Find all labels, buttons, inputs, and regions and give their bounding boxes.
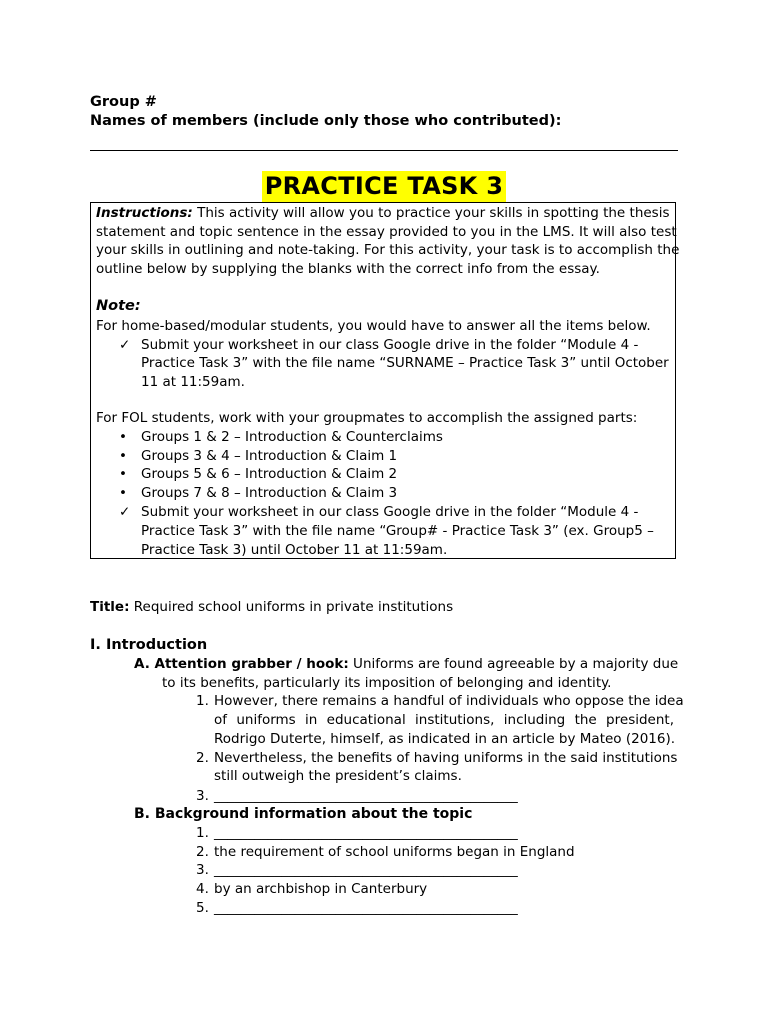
members-names-label: Names of members (include only those who contributed):: [90, 113, 562, 129]
instructions-text-1: This activity will allow you to practice your skills in spotting the thesis: [192, 205, 670, 221]
b-item-5-number: 5.: [196, 900, 209, 916]
fol-group-3: Groups 5 & 6 – Introduction & Claim 2: [141, 466, 398, 482]
a-item-1-line-2: of uniforms in educational institutions, including the president,: [214, 712, 674, 728]
instructions-line-4: outline below by supplying the blanks with the correct info from the essay.: [96, 260, 600, 277]
fol-check-line-3: Practice Task 3) until October 11 at 11:59am.: [141, 542, 448, 558]
instructions-label: Instructions:: [96, 205, 193, 221]
section-introduction: I. Introduction: [90, 637, 208, 653]
fol-group-2: Groups 3 & 4 – Introduction & Claim 1: [141, 447, 398, 464]
essay-title-text: Required school uniforms in private institutions: [129, 599, 454, 615]
fol-check-line-1: Submit your worksheet in our class Google drive in the folder “Module 4 -: [141, 504, 639, 520]
note-label: Note:: [96, 297, 141, 314]
fol-check-line-2: Practice Task 3” with the file name “Group# - Practice Task 3” (ex. Group5 –: [141, 523, 654, 539]
home-check-line-1: Submit your worksheet in our class Google drive in the folder “Module 4 -: [141, 336, 639, 353]
bullet-icon: •: [119, 447, 127, 464]
fol-group-1: Groups 1 & 2 – Introduction & Counterclaims: [141, 429, 443, 445]
bullet-icon: •: [119, 429, 127, 445]
b-item-3-text: _____________________________________________: [214, 862, 518, 878]
b-item-5-text: _____________________________________________: [214, 900, 518, 916]
b-item-4-text: by an archbishop in Canterbury: [214, 881, 428, 897]
a-item-2-number: 2.: [196, 750, 209, 766]
a-item-1-line-3: Rodrigo Duterte, himself, as indicated in an article by Mateo (2016).: [214, 731, 676, 747]
home-check-line-2: Practice Task 3” with the file name “SURNAME – Practice Task 3” until October: [141, 355, 669, 371]
b-item-4-number: 4.: [196, 881, 209, 897]
check-icon: ✓: [119, 336, 131, 353]
instructions-line-3: your skills in outlining and note-taking. For this activity, your task is to accomplish the: [96, 242, 680, 258]
instructions-line-2: statement and topic sentence in the essay provided to you in the LMS. It will also test: [96, 223, 677, 240]
essay-title-line: [90, 598, 453, 617]
title-wrapper: [0, 171, 768, 202]
instructions-line-1: [96, 204, 670, 223]
background-info-label: B. Background information about the topic: [134, 806, 473, 822]
check-icon: ✓: [119, 504, 131, 520]
attention-grabber-label: A. Attention grabber / hook:: [134, 656, 349, 672]
b-item-1-number: 1.: [196, 825, 209, 841]
a-item-2-line-1: Nevertheless, the benefits of having uniforms in the said institutions: [214, 750, 678, 766]
b-item-2-text: the requirement of school uniforms began in England: [214, 844, 575, 860]
names-write-line: [90, 150, 678, 151]
a-item-3-number: 3.: [196, 788, 209, 804]
attention-grabber-line-2: to its benefits, particularly its imposition of belonging and identity.: [162, 675, 612, 691]
b-item-1-text: _____________________________________________: [214, 825, 518, 841]
bullet-icon: •: [119, 485, 127, 501]
group-number-label: Group #: [90, 94, 157, 110]
a-item-1-number: 1.: [196, 693, 209, 709]
home-check-line-3: 11 at 11:59am.: [141, 373, 245, 390]
fol-intro: For FOL students, work with your groupmates to accomplish the assigned parts:: [96, 410, 638, 426]
bullet-icon: •: [119, 466, 127, 482]
a-item-3-blank: _____________________________________________: [214, 788, 518, 804]
page-title: PRACTICE TASK 3: [262, 171, 506, 202]
attention-grabber-line-1: [134, 655, 678, 674]
a-item-1-line-1: However, there remains a handful of individuals who oppose the idea: [214, 693, 684, 709]
home-based-intro: For home-based/modular students, you would have to answer all the items below.: [96, 318, 651, 334]
a-item-2-line-2: still outweigh the president’s claims.: [214, 768, 462, 784]
b-item-2-number: 2.: [196, 844, 209, 860]
b-item-3-number: 3.: [196, 862, 209, 878]
attention-grabber-text: Uniforms are found agreeable by a majority due: [348, 656, 679, 672]
fol-group-4: Groups 7 & 8 – Introduction & Claim 3: [141, 485, 398, 501]
essay-title-label: Title:: [90, 599, 130, 615]
